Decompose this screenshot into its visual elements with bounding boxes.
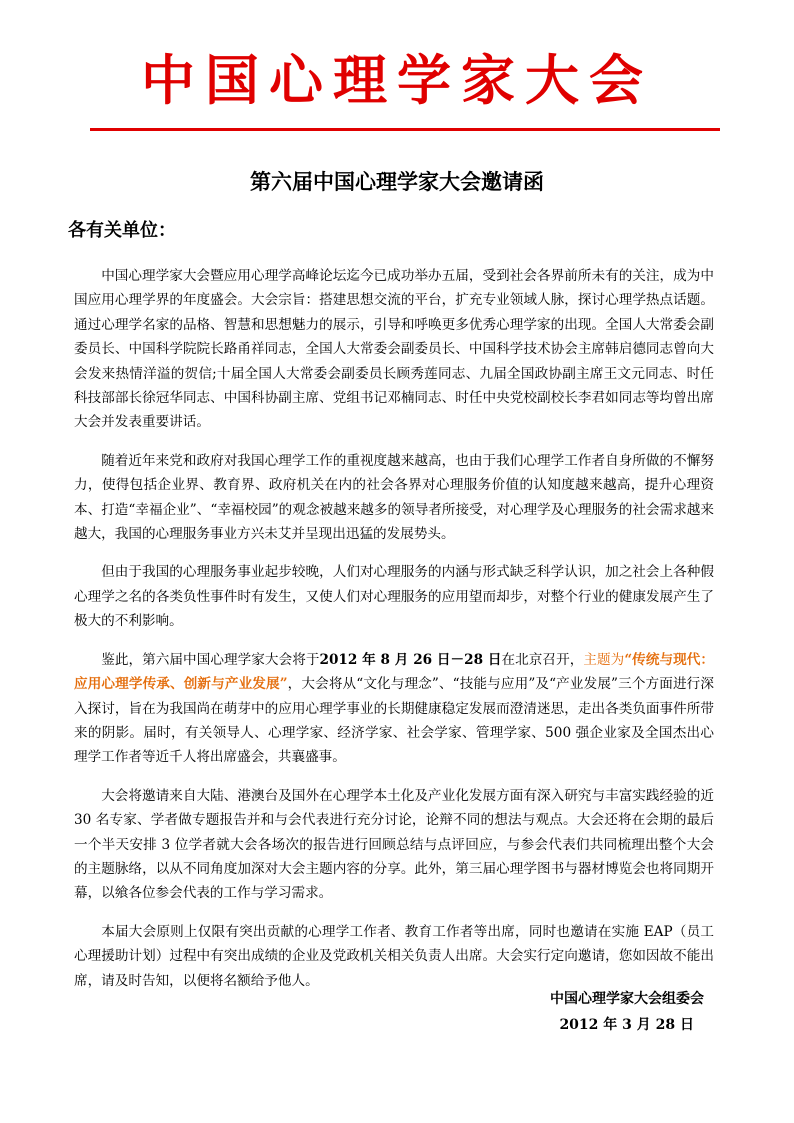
signature-block [550, 986, 704, 1038]
paragraph-1: 中国心理学家大会暨应用心理学高峰论坛迄今已成功举办五届，受到社会各界前所未有的关注，成为中国应用心理学界的年度盛会。大会宗旨：搭建思想交流的平台，扩充专业领域人脉，探讨心理学热点话题。通过心理学名家的品格、智慧和思想魅力的展示，引导和呼唤更多优秀心理学家的出现。全国人大常委会副委员长、中国科学院院长路甬祥同志，全国人大常委会副委员长、中国科学技术协会主席韩启德同志曾向大会发来热情洋溢的贺信;十届全国人大常委会副委员长顾秀莲同志、九届全国政协副主席王文元同志、时任科技部部长徐冠华同志、中国科协副主席、党组书记邓楠同志、时任中央党校副校长李君如同志等均曾出席大会并发表重要讲话。 [74, 268, 714, 431]
paragraph-4-rest: ，大会将从“文化与理念”、“技能与应用”及“产业发展”三个方面进行深入探讨，旨在为我国尚在萌芽中的应用心理学事业的长期健康稳定发展而澄清迷思，走出各类负面事件所带来的阴影。届时，有关领导人、心理学家、经济学家、社会学家、管理学家、500 强企业家及全国杰出心理学工作者等近千人将出席盛会，共襄盛事。 [74, 676, 714, 766]
signature-organization: 中国心理学家大会组委会 [550, 991, 704, 1007]
paragraph-3: 但由于我国的心理服务事业起步较晚，人们对心理服务的内涵与形式缺乏科学认识，加之社会上各种假心理学之名的各类负性事件时有发生，又使人们对心理服务的应用望而却步，对整个行业的健康发展产生了极大的不利影响。 [74, 564, 714, 630]
document-title: 第六届中国心理学家大会邀请函 [250, 169, 544, 194]
paragraph-2: 随着近年来党和政府对我国心理学工作的重视度越来越高，也由于我们心理学工作者自身所做的不懈努力，使得包括企业界、教育界、政府机关在内的社会各界对心理服务价值的认知度越来越高，提升心理资本、打造“幸福企业”、“幸福校园”的观念被越来越多的领导者所接受，对心理学及心理服务的社会需求越来越大，我国的心理服务事业方兴未艾并呈现出迅猛的发展势头。 [74, 452, 714, 543]
conference-location: 在北京召开， [501, 651, 584, 668]
letterhead-divider [90, 128, 720, 131]
paragraph-5: 大会将邀请来自大陆、港澳台及国外在心理学本土化及产业化发展方面有深入研究与丰富实践经验的近 30 名专家、学者做专题报告并和与会代表进行充分讨论，论辩不同的想法与观点。大会还将在会期的最后一个半天安排 3 位学者就大会各场次的报告进行回顾总结与点评回应，与参会代表们共同梳理出整个大会的主题脉络，以从不同角度加深对大会主题内容的分享。此外，第三届心理学图书与器材博览会也将同期开幕，以飨各位参会代表的工作与学习需求。 [74, 787, 714, 902]
salutation: 各有关单位： [68, 220, 176, 241]
paragraph-4 [74, 648, 714, 770]
signature-date: 2012 年 3 月 28 日 [559, 1017, 694, 1033]
paragraph-6: 本届大会原则上仅限有突出贡献的心理学工作者、教育工作者等出席，同时也邀请在实施 EAP（员工心理援助计划）过程中有突出成绩的企业及党政机关相关负责人出席。大会实行定向邀请，您如因故不能出席，请及时告知，以便将名额给予他人。 [74, 923, 714, 989]
letter-body [74, 264, 714, 1007]
letterhead-title: 中国心理学家大会 [141, 48, 653, 112]
conference-date: 2012 年 8 月 26 日－28 日 [319, 651, 502, 668]
theme-intro: 主题为 [583, 651, 625, 668]
paragraph-4-lead: 鉴此，第六届中国心理学家大会将于 [101, 651, 320, 668]
conference-theme: “传统与现代：应用心理学传承、创新与产业发展” [74, 651, 714, 693]
